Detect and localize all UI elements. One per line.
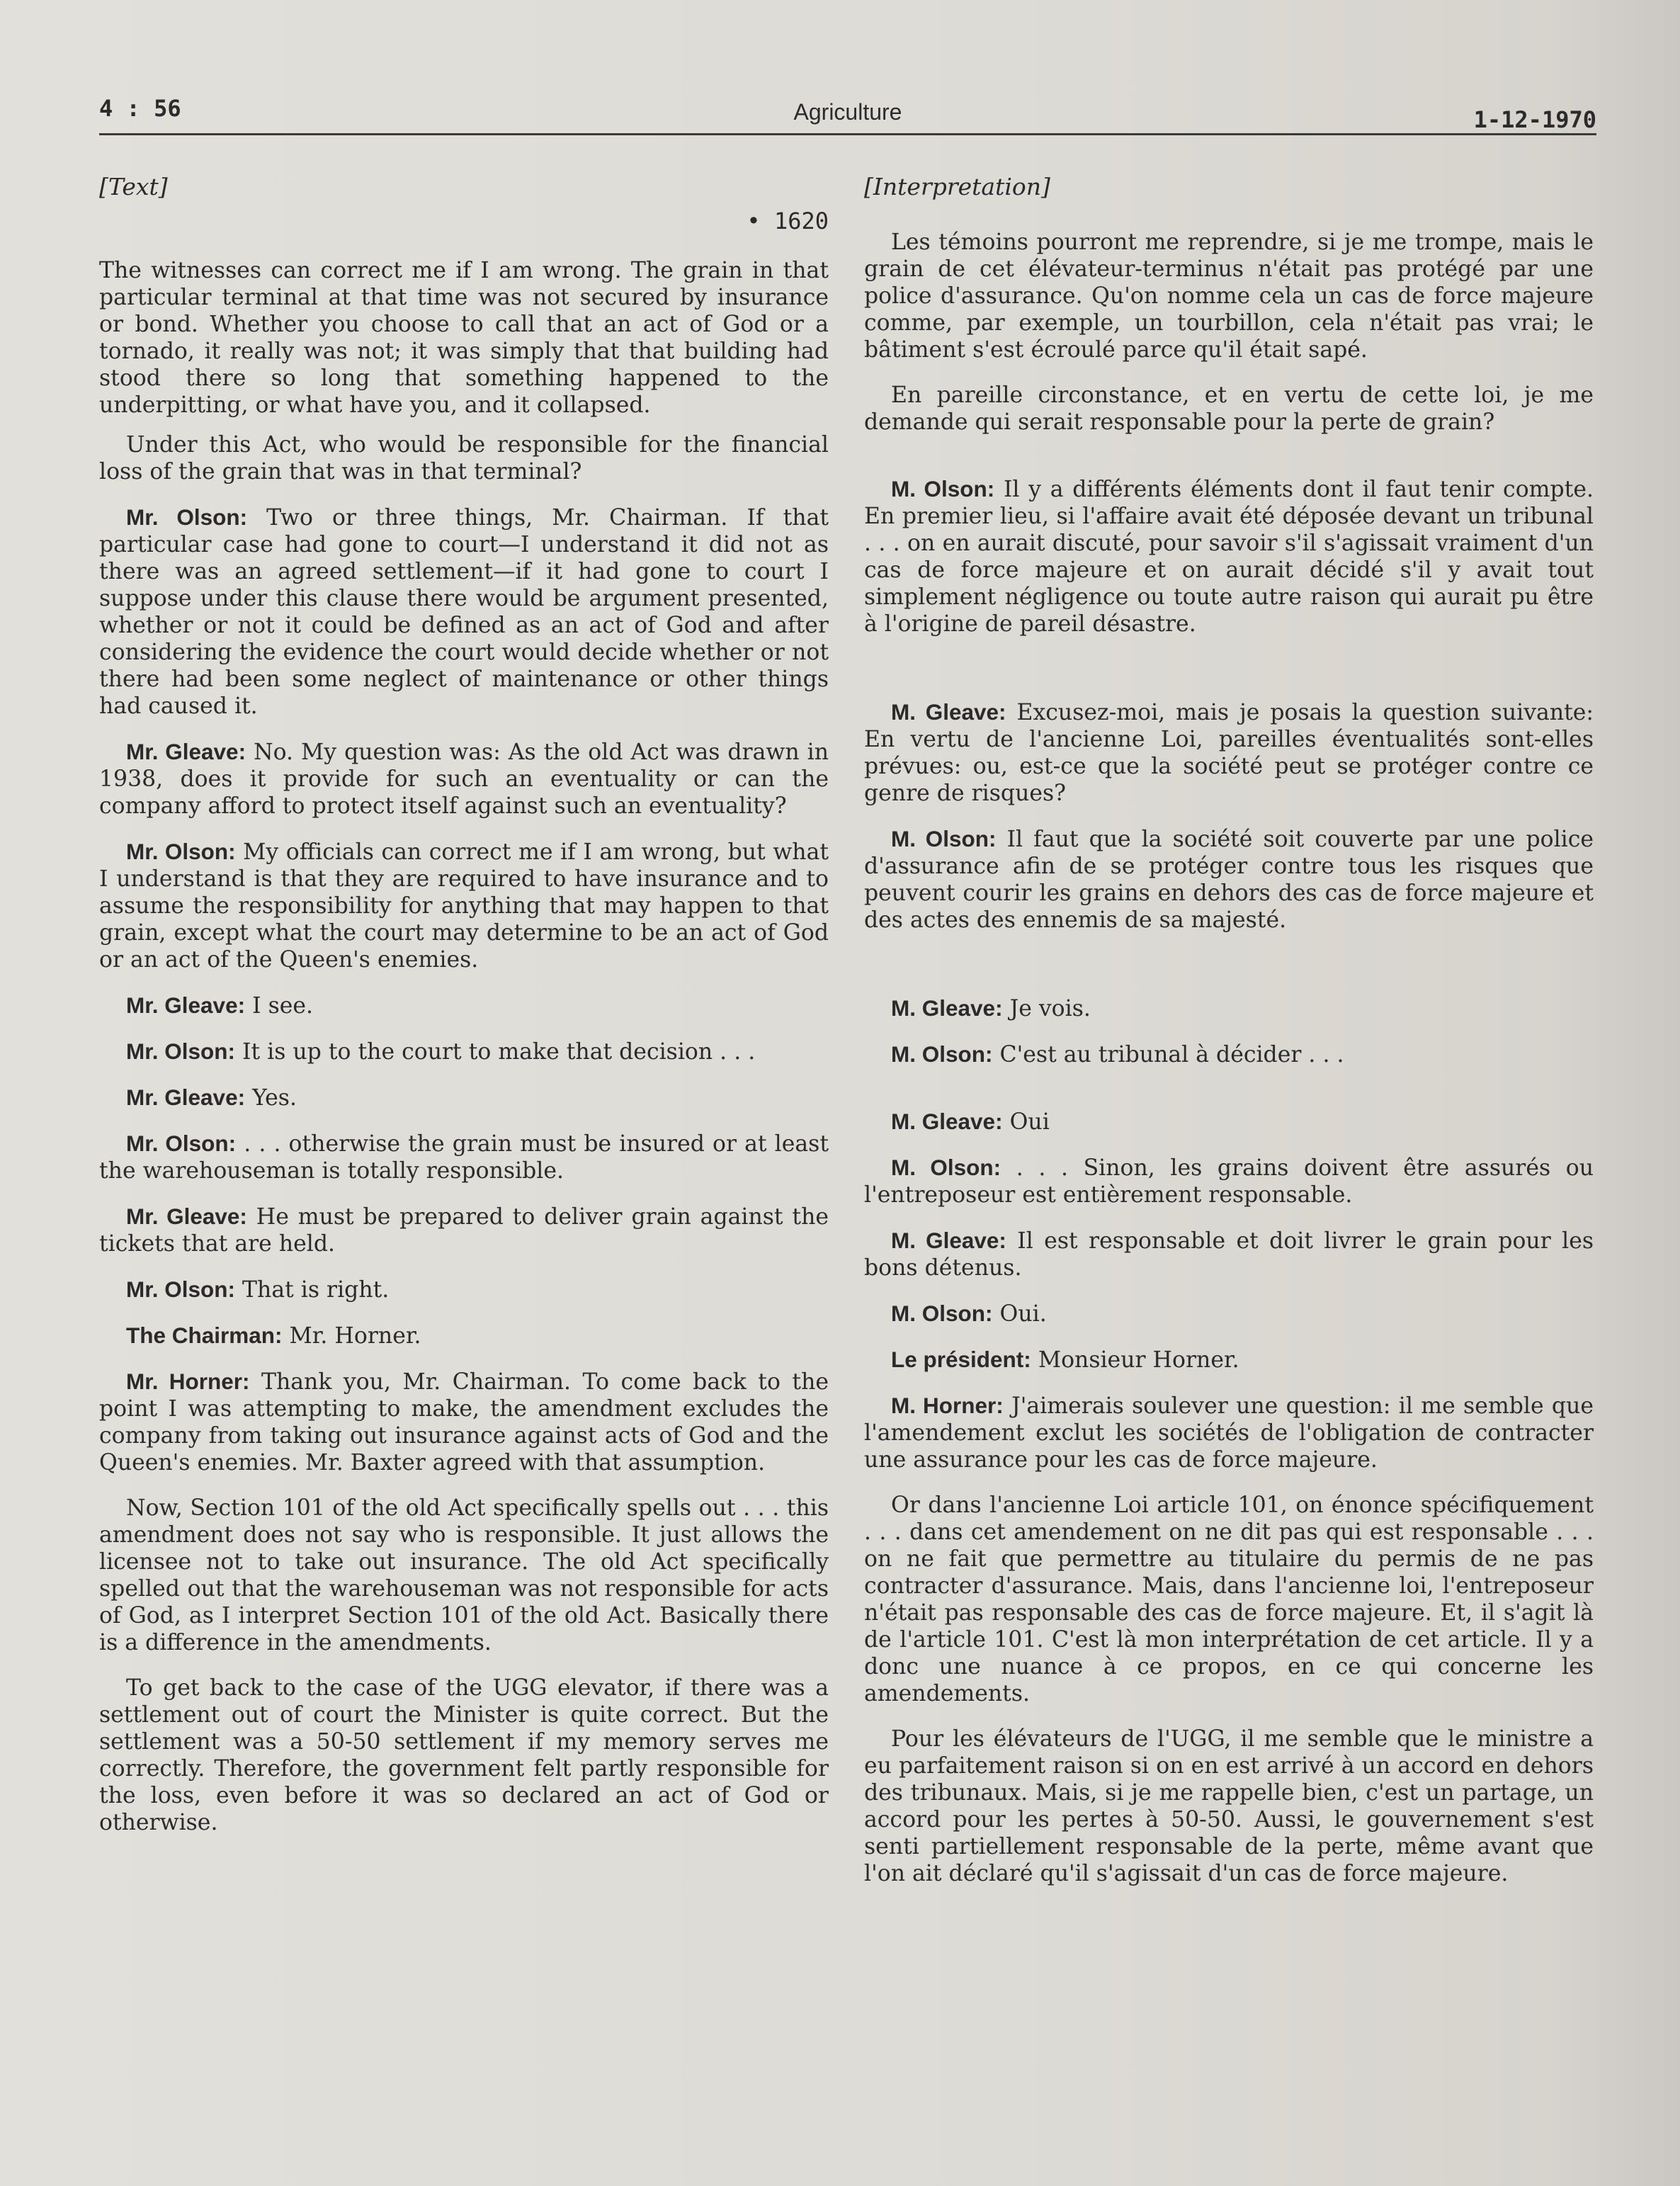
speech-paragraph: M. Gleave: Excusez-moi, mais je posais la question suivante: En vertu de l'ancienne Loi, pareilles éventualités sont-elles prévues: ou, est-ce que la société peut se protéger contre ce genre de risques?	[864, 699, 1594, 806]
speaker-name: Mr. Olson:	[126, 1276, 236, 1302]
page-title: Agriculture	[793, 99, 902, 125]
speaker-name: M. Horner:	[891, 1393, 1004, 1418]
speaker-name: Mr. Gleave:	[126, 739, 246, 764]
speech-paragraph: M. Olson: . . . Sinon, les grains doivent être assurés ou l'entreposeur est entièrement responsable.	[864, 1155, 1594, 1208]
speaker-name: M. Olson:	[891, 476, 995, 502]
paragraph: The witnesses can correct me if I am wrong. The grain in that particular terminal at that time was not secured by insurance or bond. Whether you choose to call that an act of God or a tornado, it really was not; it was simply that that building had stood there so long that something happened to the underpitting, or what have you, and it collapsed.	[99, 258, 829, 418]
speaker-name: Mr. Gleave:	[126, 1204, 247, 1229]
speaker-name: Mr. Olson:	[126, 839, 236, 864]
speaker-name: Mr. Olson:	[126, 1038, 236, 1064]
speech-paragraph: Mr. Gleave: He must be prepared to deliver grain against the tickets that are held.	[99, 1204, 829, 1257]
paragraph: Pour les élévateurs de l'UGG, il me semble que le ministre a eu parfaitement raison si on en est arrivé à un accord en dehors des tribunaux. Mais, si je me rappelle bien, c'est un partage, un accord pour les pertes à 50-50. Aussi, le gouvernement s'est senti partiellement responsable de la perte, même avant que l'on ait déclaré qu'il s'agissait d'un cas de force majeure.	[864, 1726, 1594, 1886]
paragraph: Les témoins pourront me reprendre, si je me trompe, mais le grain de cet élévateur-terminus n'était pas protégé par une police d'assurance. Qu'on nomme cela un cas de force majeure comme, par exemple, un tourbillon, cela n'était pas vrai; le bâtiment s'est écroulé parce qu'il était sapé.	[864, 230, 1594, 363]
column-french	[864, 173, 1594, 1905]
page-number: 4 : 56	[99, 95, 181, 122]
page-date: 1-12-1970	[1473, 106, 1596, 133]
speech-paragraph: M. Gleave: Il est responsable et doit livrer le grain pour les bons détenus.	[864, 1228, 1594, 1281]
speech-paragraph: Mr. Gleave: No. My question was: As the old Act was drawn in 1938, does it provide for such an eventuality or can the company afford to protect itself against such an eventuality?	[99, 739, 829, 819]
speech-paragraph: Mr. Olson: That is right.	[126, 1276, 390, 1303]
speech-paragraph: Le président: Monsieur Horner.	[891, 1347, 1239, 1373]
speech-paragraph: M. Olson: Il y a différents éléments dont il faut tenir compte. En premier lieu, si l'affaire avait été déposée devant un tribunal . . . on en aurait discuté, pour savoir s'il s'agissait vraiment d'un cas de force majeure et on aurait décidé s'il y avait tout simplement négligence ou toute autre raison qui aurait pu être à l'origine de pareil désastre.	[864, 476, 1594, 637]
speaker-name: M. Gleave:	[891, 699, 1006, 725]
paragraph: Under this Act, who would be responsible for the financial loss of the grain that was in that terminal?	[99, 432, 829, 485]
speaker-name: M. Olson:	[891, 1155, 1001, 1180]
page-header	[99, 91, 1596, 135]
speech-paragraph: Mr. Olson: . . . otherwise the grain must be insured or at least the warehouseman is totally responsible.	[99, 1131, 829, 1184]
speech-paragraph: The Chairman: Mr. Horner.	[126, 1323, 421, 1349]
speaker-name: M. Olson:	[891, 1041, 993, 1067]
paragraph: Now, Section 101 of the old Act specifically spells out . . . this amendment does not say who is responsible. It just allows the licensee not to take out insurance. The old Act specifically spelled out that the warehouseman was not responsible for acts of God, as I interpret Section 101 of the old Act. Basically there is a difference in the amendments.	[99, 1495, 829, 1655]
speaker-name: Mr. Horner:	[126, 1369, 250, 1394]
speaker-name: M. Olson:	[891, 1301, 993, 1326]
speech-paragraph: Mr. Horner: Thank you, Mr. Chairman. To come back to the point I was attempting to make, the amendment excludes the company from taking out insurance against acts of God and the Queen's enemies. Mr. Baxter agreed with that assumption.	[99, 1369, 829, 1476]
paragraph: Or dans l'ancienne Loi article 101, on énonce spécifiquement . . . dans cet amendement on ne dit pas qui est responsable . . . on ne fait que permettre au titulaire du permis de ne pas contracter d'assurance. Mais, dans l'ancienne loi, l'entreposeur n'était pas responsable des cas de force majeure. Et, il s'agit là de l'article 101. C'est là mon interprétation de cet article. Il y a donc une nuance à ce propos, en ce qui concerne les amendements.	[864, 1493, 1594, 1706]
speech-paragraph: Mr. Olson: Two or three things, Mr. Chairman. If that particular case had gone to court—I understand it did not as there was an agreed settlement—if it had gone to court I suppose under this clause there would be argument presented, whether or not it could be defined as an act of God and after considering the evidence the court would decide whether or not there had been some neglect of maintenance or other things had caused it.	[99, 504, 829, 719]
speaker-name: Mr. Olson:	[126, 504, 248, 530]
paragraph: To get back to the case of the UGG elevator, if there was a settlement out of court the Minister is quite correct. But the settlement was a 50-50 settlement if my memory serves me correctly. Therefore, the government felt partly responsible for the loss, even before it was so declared an act of God or otherwise.	[99, 1675, 829, 1835]
speech-paragraph: M. Olson: Il faut que la société soit couverte par une police d'assurance afin de se protéger contre tous les risques que peuvent courir les grains en dehors des cas de force majeure et des actes des ennemis de sa majesté.	[864, 826, 1594, 933]
speaker-name: Le président:	[891, 1347, 1031, 1372]
speaker-name: M. Gleave:	[891, 1228, 1006, 1253]
speech-paragraph: M. Olson: C'est au tribunal à décider . . .	[891, 1041, 1344, 1067]
speaker-name: M. Gleave:	[891, 1109, 1003, 1134]
section-label-text: [Text]	[99, 173, 168, 200]
speaker-name: Mr. Gleave:	[126, 992, 246, 1018]
column-english	[99, 173, 829, 1854]
speech-paragraph: Mr. Gleave: Yes.	[126, 1084, 297, 1111]
speech-paragraph: Mr. Olson: My officials can correct me if I am wrong, but what I understand is that they are required to have insurance and to assume the responsibility for anything that may happen to that grain, except what the court may determine to be an act of God or an act of the Queen's enemies.	[99, 839, 829, 973]
speech-paragraph: Mr. Gleave: I see.	[126, 992, 314, 1019]
speaker-name: M. Olson:	[891, 826, 997, 851]
speech-paragraph: M. Horner: J'aimerais soulever une question: il me semble que l'amendement exclut les sociétés de l'obligation de contracter une assurance pour les cas de force majeure.	[864, 1393, 1594, 1473]
section-label-interpretation: [Interpretation]	[864, 173, 1050, 200]
speaker-name: Mr. Olson:	[126, 1131, 237, 1156]
time-marker: • 1620	[747, 208, 829, 234]
speaker-name: Mr. Gleave:	[126, 1084, 246, 1110]
speech-paragraph: M. Gleave: Oui	[891, 1109, 1050, 1135]
speech-paragraph: M. Olson: Oui.	[891, 1301, 1047, 1327]
speech-paragraph: Mr. Olson: It is up to the court to make that decision . . .	[126, 1038, 756, 1065]
speaker-name: The Chairman:	[126, 1323, 283, 1348]
paragraph: En pareille circonstance, et en vertu de cette loi, je me demande qui serait responsable pour la perte de grain?	[864, 383, 1594, 435]
speaker-name: M. Gleave:	[891, 995, 1003, 1021]
speech-paragraph: M. Gleave: Je vois.	[891, 995, 1091, 1021]
